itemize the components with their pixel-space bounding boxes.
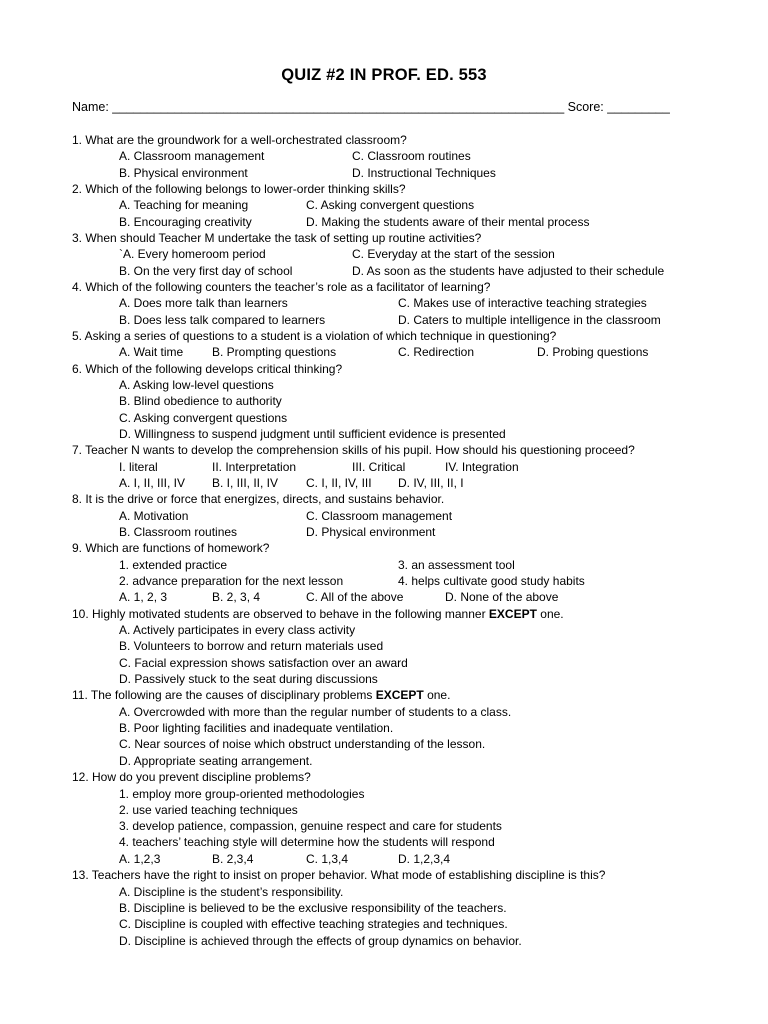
option-12b: B. 2,3,4	[212, 852, 254, 866]
item-12-4: 4. teachers’ teaching style will determine how the students will respond	[119, 835, 495, 849]
option-13d: D. Discipline is achieved through the effects of group dynamics on behavior.	[119, 934, 522, 948]
option-3d: D. As soon as the students have adjusted to their schedule	[352, 264, 665, 278]
option-5b: B. Prompting questions	[212, 345, 337, 359]
option-3b: B. On the very first day of school	[119, 264, 293, 278]
option-13c: C. Discipline is coupled with effective teaching strategies and techniques.	[119, 917, 508, 931]
question-11: 11. The following are the causes of disciplinary problems EXCEPT one.	[72, 688, 451, 702]
option-2b: B. Encouraging creativity	[119, 215, 252, 229]
option-1a: A. Classroom management	[119, 149, 265, 163]
item-12-3: 3. develop patience, compassion, genuine respect and care for students	[119, 819, 502, 833]
option-5d: D. Probing questions	[537, 345, 649, 359]
option-5c: C. Redirection	[398, 345, 475, 359]
question-6: 6. Which of the following develops critical thinking?	[72, 362, 343, 376]
question-8: 8. It is the drive or force that energizes, directs, and sustains behavior.	[72, 492, 445, 506]
option-8d: D. Physical environment	[306, 525, 436, 539]
option-2c: C. Asking convergent questions	[306, 198, 475, 212]
item-7-1: I. literal	[119, 460, 158, 474]
option-6d: D. Willingness to suspend judgment until sufficient evidence is presented	[119, 427, 506, 441]
option-6b: B. Blind obedience to authority	[119, 394, 282, 408]
option-11c: C. Near sources of noise which obstruct understanding of the lesson.	[119, 737, 486, 751]
item-7-3: III. Critical	[352, 460, 406, 474]
item-9-4: 4. helps cultivate good study habits	[398, 574, 585, 588]
item-7-2: II. Interpretation	[212, 460, 297, 474]
question-1: 1. What are the groundwork for a well-orchestrated classroom?	[72, 133, 407, 147]
item-12-2: 2. use varied teaching techniques	[119, 803, 298, 817]
option-7d: D. IV, III, II, I	[398, 476, 464, 490]
option-1c: C. Classroom routines	[352, 149, 471, 163]
option-1d: D. Instructional Techniques	[352, 166, 496, 180]
option-13a: A. Discipline is the student’s responsibility.	[119, 885, 344, 899]
option-13b: B. Discipline is believed to be the exclusive responsibility of the teachers.	[119, 901, 507, 915]
option-5a: A. Wait time	[119, 345, 184, 359]
question-12: 12. How do you prevent discipline problems?	[72, 770, 311, 784]
option-4d: D. Caters to multiple intelligence in the classroom	[398, 313, 661, 327]
question-2: 2. Which of the following belongs to lower-order thinking skills?	[72, 182, 406, 196]
option-2a: A. Teaching for meaning	[119, 198, 249, 212]
option-10d: D. Passively stuck to the seat during discussions	[119, 672, 378, 686]
option-7c: C. I, II, IV, III	[306, 476, 372, 490]
option-11a: A. Overcrowded with more than the regular number of students to a class.	[119, 705, 512, 719]
option-2d: D. Making the students aware of their mental process	[306, 215, 590, 229]
item-7-4: IV. Integration	[445, 460, 519, 474]
item-9-2: 2. advance preparation for the next lesson	[119, 574, 344, 588]
question-5: 5. Asking a series of questions to a student is a violation of which technique in questioning?	[72, 329, 557, 343]
option-1b: B. Physical environment	[119, 166, 248, 180]
question-4: 4. Which of the following counters the teacher’s role as a facilitator of learning?	[72, 280, 491, 294]
option-4b: B. Does less talk compared to learners	[119, 313, 326, 327]
option-7a: A. I, II, III, IV	[119, 476, 186, 490]
option-12a: A. 1,2,3	[119, 852, 161, 866]
option-9a: A. 1, 2, 3	[119, 590, 168, 604]
option-11b: B. Poor lighting facilities and inadequate ventilation.	[119, 721, 394, 735]
question-10: 10. Highly motivated students are observed to behave in the following manner EXCEPT one.	[72, 607, 564, 621]
option-3a: `A. Every homeroom period	[119, 247, 266, 261]
page-title: QUIZ #2 IN PROF. ED. 553	[281, 66, 487, 84]
item-9-1: 1. extended practice	[119, 558, 228, 572]
option-12d: D. 1,2,3,4	[398, 852, 451, 866]
item-12-1: 1. employ more group-oriented methodologies	[119, 787, 365, 801]
option-4a: A. Does more talk than learners	[119, 296, 288, 310]
question-9: 9. Which are functions of homework?	[72, 541, 270, 555]
option-4c: C. Makes use of interactive teaching strategies	[398, 296, 647, 310]
option-8a: A. Motivation	[119, 509, 189, 523]
name-score-line: Name: _________________________________________________________________ Score: _________	[72, 100, 670, 114]
question-3: 3. When should Teacher M undertake the task of setting up routine activities?	[72, 231, 482, 245]
option-10a: A. Actively participates in every class activity	[119, 623, 356, 637]
option-9d: D. None of the above	[445, 590, 559, 604]
option-9c: C. All of the above	[306, 590, 404, 604]
question-13: 13. Teachers have the right to insist on proper behavior. What mode of establishing discipline is this?	[72, 868, 606, 882]
option-6a: A. Asking low-level questions	[119, 378, 274, 392]
option-9b: B. 2, 3, 4	[212, 590, 261, 604]
option-11d: D. Appropriate seating arrangement.	[119, 754, 313, 768]
option-6c: C. Asking convergent questions	[119, 411, 288, 425]
option-10c: C. Facial expression shows satisfaction over an award	[119, 656, 408, 670]
option-7b: B. I, III, II, IV	[212, 476, 279, 490]
item-9-3: 3. an assessment tool	[398, 558, 515, 572]
question-7: 7. Teacher N wants to develop the comprehension skills of his pupil. How should his questioning proceed?	[72, 443, 635, 457]
option-8b: B. Classroom routines	[119, 525, 238, 539]
option-10b: B. Volunteers to borrow and return materials used	[119, 639, 384, 653]
option-3c: C. Everyday at the start of the session	[352, 247, 555, 261]
option-8c: C. Classroom management	[306, 509, 453, 523]
option-12c: C. 1,3,4	[306, 852, 349, 866]
